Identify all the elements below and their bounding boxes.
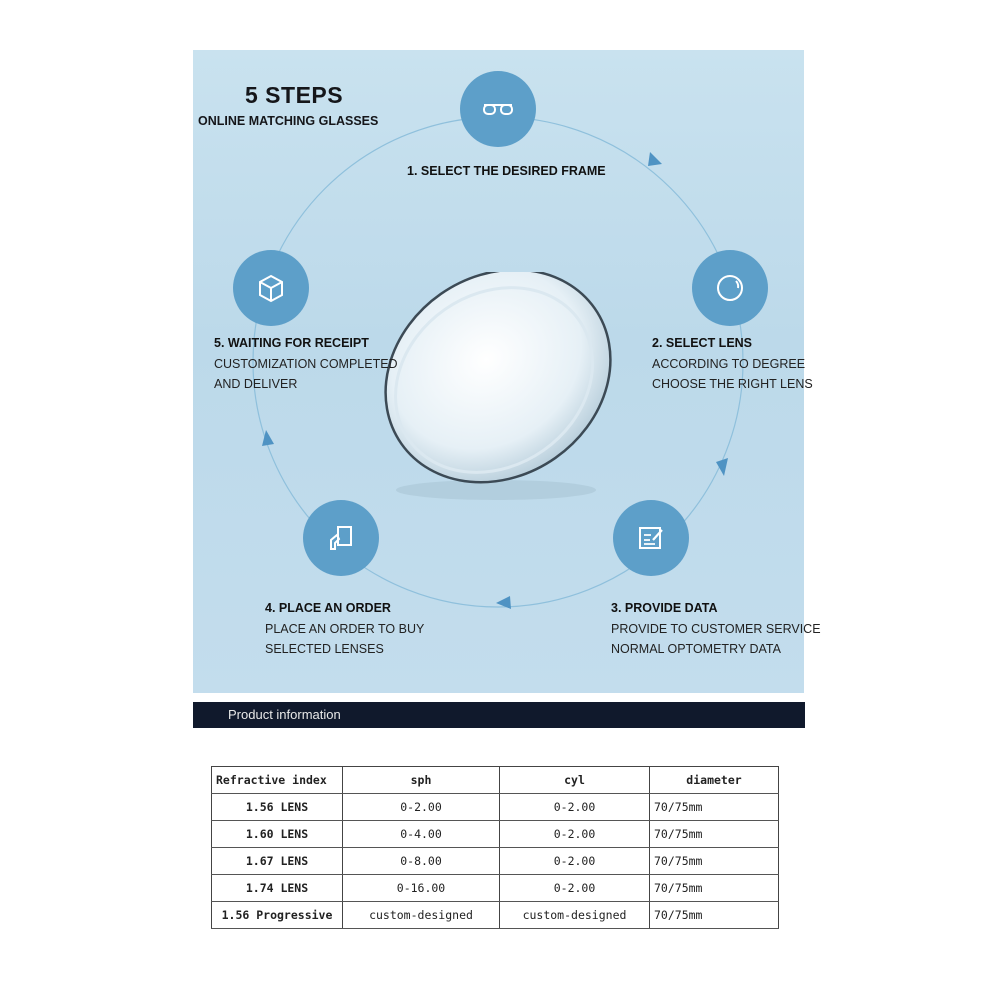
step-4-line-2: SELECTED LENSES — [265, 642, 384, 656]
header-cyl: cyl — [500, 767, 650, 794]
step-3-title: 3. PROVIDE DATA — [611, 601, 718, 615]
step-5-line-2: AND DELIVER — [214, 377, 298, 391]
package-icon — [251, 268, 291, 308]
step-4-line-1: PLACE AN ORDER TO BUY — [265, 622, 425, 636]
page-title: 5 STEPS — [245, 82, 344, 108]
step-2-title: 2. SELECT LENS — [652, 336, 753, 350]
step-5-title: 5. WAITING FOR RECEIPT — [214, 336, 369, 350]
step-2-circle — [692, 250, 768, 326]
lens-illustration — [378, 272, 622, 532]
cell-sph: custom-designed — [343, 902, 500, 929]
cell-cyl: 0-2.00 — [500, 821, 650, 848]
cell-index: 1.74 LENS — [212, 875, 343, 902]
hand-order-icon — [321, 518, 361, 558]
header-refractive-index: Refractive index — [212, 767, 343, 794]
cell-diameter: 70/75mm — [650, 848, 779, 875]
lens-icon — [710, 268, 750, 308]
step-4-title: 4. PLACE AN ORDER — [265, 601, 391, 615]
edit-document-icon — [631, 518, 671, 558]
step-3-circle — [613, 500, 689, 576]
step-3-line-2: NORMAL OPTOMETRY DATA — [611, 642, 781, 656]
cell-cyl: 0-2.00 — [500, 794, 650, 821]
table-row — [212, 875, 779, 902]
arrow-icon — [648, 152, 662, 166]
table-header-row — [212, 767, 779, 794]
cell-index: 1.56 LENS — [212, 794, 343, 821]
spec-table — [211, 766, 779, 929]
table-row — [212, 821, 779, 848]
cell-diameter: 70/75mm — [650, 902, 779, 929]
cell-index: 1.56 Progressive — [212, 902, 343, 929]
cell-sph: 0-8.00 — [343, 848, 500, 875]
product-info-bar — [193, 702, 805, 728]
cell-cyl: custom-designed — [500, 902, 650, 929]
step-5-line-1: CUSTOMIZATION COMPLETED — [214, 357, 398, 371]
cell-index: 1.60 LENS — [212, 821, 343, 848]
product-info-label: Product information — [228, 707, 341, 722]
table-row — [212, 794, 779, 821]
arrow-icon — [716, 458, 728, 476]
cell-index: 1.67 LENS — [212, 848, 343, 875]
cell-sph: 0-16.00 — [343, 875, 500, 902]
page-subtitle: ONLINE MATCHING GLASSES — [198, 114, 379, 128]
step-2-line-2: CHOOSE THE RIGHT LENS — [652, 377, 813, 391]
step-3-line-1: PROVIDE TO CUSTOMER SERVICE — [611, 622, 821, 636]
step-1-circle — [460, 71, 536, 147]
glasses-icon — [478, 89, 518, 129]
table-row — [212, 902, 779, 929]
cell-diameter: 70/75mm — [650, 821, 779, 848]
table-row — [212, 848, 779, 875]
cell-cyl: 0-2.00 — [500, 848, 650, 875]
step-4-circle — [303, 500, 379, 576]
cell-cyl: 0-2.00 — [500, 875, 650, 902]
cell-sph: 0-2.00 — [343, 794, 500, 821]
step-5-circle — [233, 250, 309, 326]
header-diameter: diameter — [650, 767, 779, 794]
cell-diameter: 70/75mm — [650, 875, 779, 902]
header-sph: sph — [343, 767, 500, 794]
cell-diameter: 70/75mm — [650, 794, 779, 821]
step-2-line-1: ACCORDING TO DEGREE — [652, 357, 806, 371]
step-1-title: 1. SELECT THE DESIRED FRAME — [407, 164, 606, 178]
cell-sph: 0-4.00 — [343, 821, 500, 848]
